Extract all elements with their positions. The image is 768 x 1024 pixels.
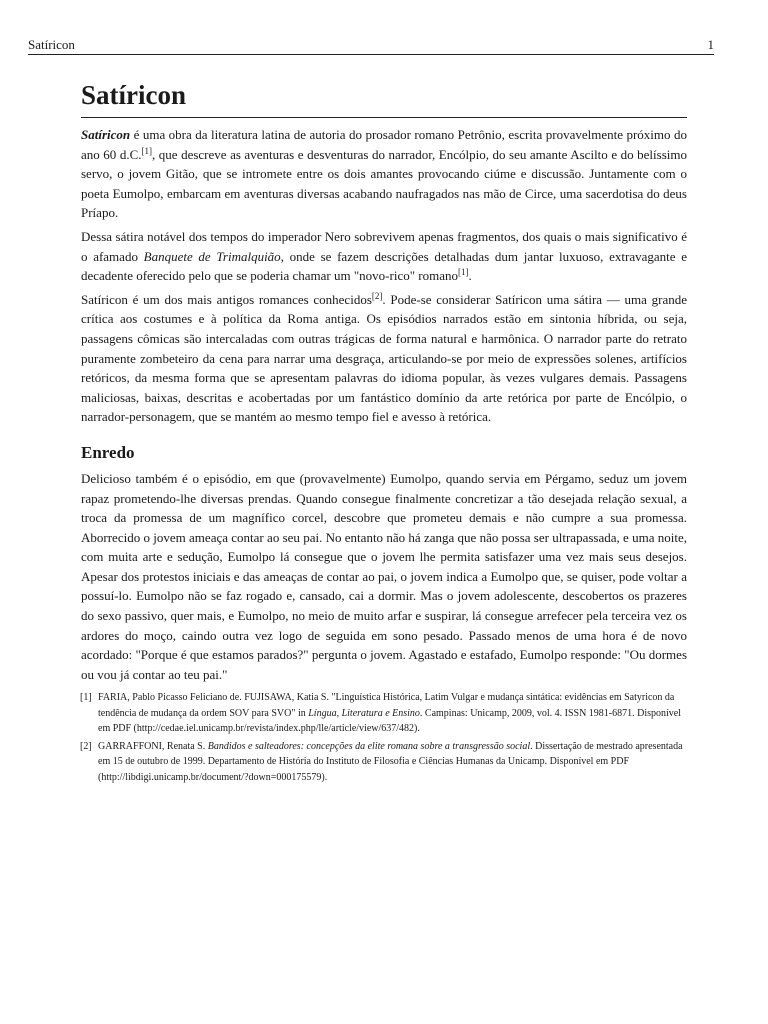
intro-subject: Satíricon: [81, 127, 131, 142]
para3-text-1: Satíricon é um dos mais antigos romances conhecidos: [81, 291, 372, 307]
para2-text-1: Dessa sátira notável dos tempos do imperador Nero sobrevivem apenas fragmentos, dos quais o mais significativo é o afamado: [81, 228, 687, 264]
header-title: Satíricon: [28, 37, 75, 52]
reference-text: FARIA, Pablo Picasso Feliciano de. FUJISAWA, Katia S. "Linguística Histórica, Latim Vulgar e mudança sintática: evidências em Satyricon da tendência de mudança da ordem SOV para SVO" in: [98, 692, 675, 719]
reference-number: [2]: [80, 740, 92, 752]
reference-number: [1]: [80, 692, 92, 704]
paragraph-fragments: [81, 227, 687, 286]
intro-paragraph: [81, 125, 687, 223]
section-paragraph: Delicioso também é o episódio, em que (provavelmente) Eumolpo, quando servia em Pérgamo, seduz um jovem rapaz prometendo-lhe diversas prendas. Quando consegue finalmente concretizar a tão desejada relação sexual, a troca da promessa de um magnífico corcel, descobre que prometeu demais e não cumpre a sua promessa. Aborrecido o jovem ameaça contar ao seu pai. No entanto não há zanga que não possa ser ultrapassada, e uma noite, com muita arte e sedução, Eumolpo lá consegue que o jovem lhe permita satisfazer uma vez mais seus desejos. Apesar dos protestos iniciais e das ameaças de contar ao pai, o jovem indica a Eumolpo que, se quiser, pode voltar a possuí-lo. Eumolpo não se faz rogado e, cansado, cai a dormir. Mas o jovem adolescente, descobertos os prazeres do sexo passivo, quer mais, e Eumolpo, no meio de muito arfar e suspirar, lá consegue arrefecer pela terceira vez os ardores do moço, caindo outra vez logo de seguida em sono pesado. Passado menos de uma hora é de novo acordado: "Porque é que estamos parados?" pergunta o jovem. Agastado e estafado, Eumolpo responde: "Ou dormes ou vou já contar ao teu pai.": [81, 470, 687, 682]
reference-text-end: . Dissertação de mestrado apresentada em 15 de outubro de 1999. Departamento de História do Instituto de Filosofia e Ciências Humanas da Unicamp. Disponível em PDF (http://libdigi.unicamp.br/document/?down=000175579).: [98, 740, 683, 783]
reference-text-end: . Campinas: Unicamp, 2009, vol. 4. ISSN 1981-6871. Disponível em PDF (http://cedae.iel.unicamp.br/revista/index.php/lle/article/view/637/482).: [98, 707, 682, 735]
page-title: Satíricon: [81, 78, 687, 118]
page-number: 1: [707, 37, 714, 52]
para2-italic: Banquete de Trimalquião: [143, 248, 281, 264]
para2-text-2: , onde se fazem descrições detalhadas dum jantar luxuoso, extravagante e decadente oferecido pelo que se poderia chamar um "novo-rico" romano: [81, 248, 687, 284]
reference-text: GARRAFFONI, Renata S.: [98, 740, 208, 752]
paragraph-novel: [81, 290, 687, 427]
article-body: [81, 78, 687, 787]
para2-text-3: .: [468, 268, 472, 284]
references-list: [81, 690, 687, 785]
citation-link[interactable]: [1]: [141, 145, 152, 156]
running-header: [28, 38, 714, 55]
para3-text-2: . Pode-se considerar Satíricon uma sátira — uma grande crítica aos costumes e à política da Roma antiga. Os episódios narrados estão em sintonia híbrida, ou seja, passagens cômicas são intercaladas com outras trágicas de forma natural e harmônica. O narrador parte do retrato puramente zombeteiro da cena para narrar uma desgraça, articulando-se por meio de expressões solenes, artifícios retóricos, da mesma forma que se apresentam palavras do idioma popular, às vezes vulgares demais. Passagens maliciosas, baixas, descritas e acobertadas por um fantástico domínio da arte retórica por parte de Encólpio, o narrador-personagem, que se mantém ao mesmo tempo fiel e avesso à retórica.: [81, 291, 687, 425]
citation-link[interactable]: [2]: [371, 290, 383, 301]
intro-text-2: , que descreve as aventuras e desventuras do narrador, Encólpio, do seu amante Ascilto e do belíssimo servo, o jovem Gitão, que se intromete entre os dois amantes provocando ciúme e discussão. Juntamente com o poeta Eumolpo, embarcam em aventuras diversas acabando naufragados nas mão de Circe, uma sacerdotisa do deus Príapo.: [81, 146, 687, 221]
reference-italic: Língua, Literatura e Ensino: [308, 707, 420, 719]
section-heading-enredo: Enredo: [81, 442, 135, 462]
reference-item: [81, 739, 687, 786]
reference-item: [81, 690, 687, 737]
intro-text-1: é uma obra da literatura latina de autoria do prosador romano Petrônio, escrita provavelmente próximo do ano 60 d.C.: [81, 127, 687, 162]
citation-link[interactable]: [1]: [457, 267, 469, 278]
reference-italic: Bandidos e salteadores: concepções da elite romana sobre a transgressão social: [207, 740, 531, 752]
